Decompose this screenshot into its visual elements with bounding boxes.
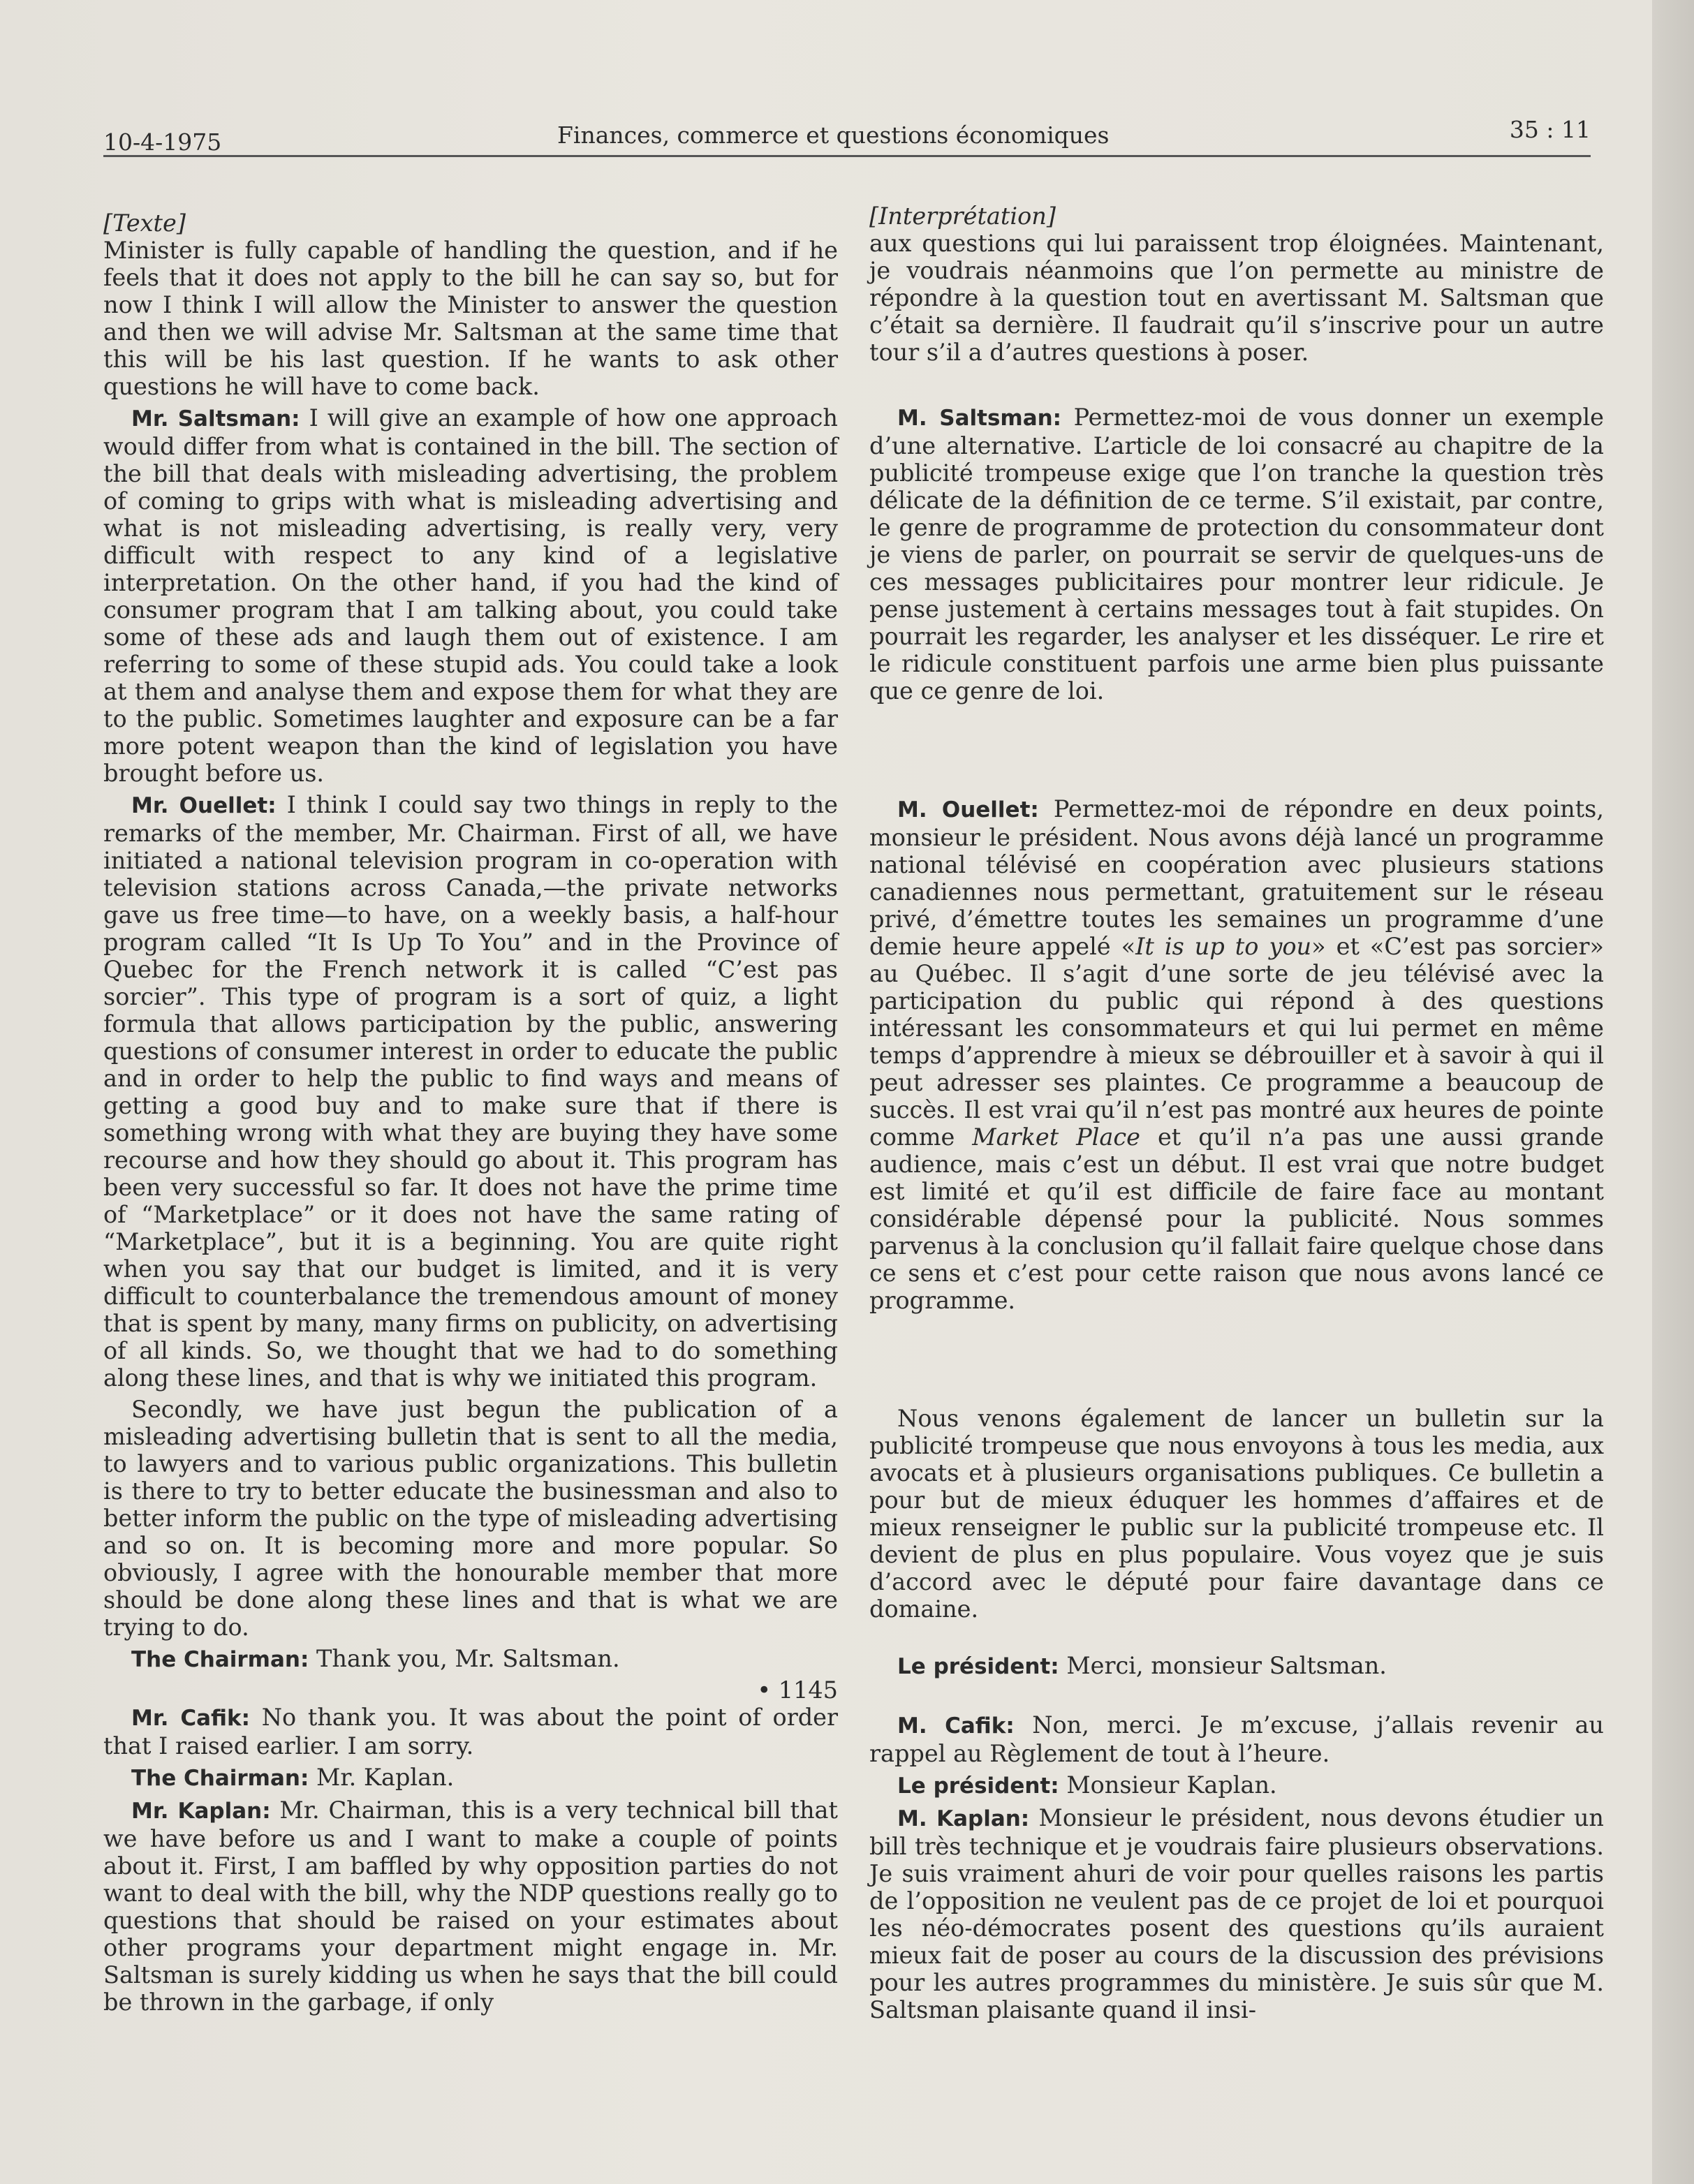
speech-text: I think I could say two things in reply to the remarks of the member, Mr. Chairman. First of all, we have initiated a national television program in co-operation with television stations across Canada,—the private networks gave us free time—to have, on a weekly basis, a half-hour program called “It Is Up To You” and in the Province of Quebec for the French network it is called “C’est pas sorcier”. This type of program is a sort of quiz, a light formula that allows participation by the public, answering questions of consumer interest in order to educate the public and in order to help the public to find ways and means of getting a good buy and to make sure that if there is something wrong with what they are buying they have some recourse and how they should go about it. This program has been very successful so far. It does not have the prime time of “Marketplace” or it does not have the same rating of “Marketplace”, but it is a beginning. You are quite right when you say that our budget is limited, and it is very difficult to counterbalance the tremendous amount of money that is spent by many, many firms on publicity, on advertising of all kinds. So, we thought that we had to do something along these lines, and that is why we initiated this program. bbox=[103, 791, 839, 1392]
interpretation-tag: [Interprétation] bbox=[869, 202, 1056, 230]
speech-text: Monsieur le président, nous devons étudier un bill très technique et je voudrais faire plusieurs observations. Je suis vraiment ahuri de voir pour quelles raisons les partis de l’opposition ne veulent pas de ce projet de loi et pourquoi les néo-démocrates posent des questions qu’ils auraient mieux fait de poser au cours de la discussion des prévisions pour les autres programmes du ministère. Je suis sûr que M. Saltsman plaisante quand il insi- bbox=[869, 1804, 1604, 2023]
speech-kaplan bbox=[869, 1804, 1604, 2023]
speech-saltsman bbox=[869, 404, 1604, 704]
speech-cafik bbox=[103, 1704, 838, 1759]
speaker-name: M. Ouellet: bbox=[897, 797, 1039, 822]
speech-text: Non, merci. Je m’excuse, j’allais revenir au rappel au Règlement de tout à l’heure. bbox=[869, 1711, 1604, 1767]
french-column bbox=[869, 202, 1604, 2023]
speech-ouellet bbox=[103, 791, 838, 1392]
english-column bbox=[103, 209, 838, 2016]
header-page-number: 35 : 11 bbox=[1509, 116, 1591, 143]
speech-text: Merci, monsieur Saltsman. bbox=[1066, 1652, 1387, 1679]
speaker-name: Mr. Saltsman: bbox=[131, 406, 300, 431]
header-title: Finances, commerce et questions économiques bbox=[557, 121, 1110, 149]
speech-cafik bbox=[869, 1711, 1604, 1767]
header-date: 10-4-1975 bbox=[103, 128, 222, 156]
speech-president bbox=[869, 1771, 1604, 1800]
speaker-name: Mr. Cafik: bbox=[131, 1706, 250, 1731]
speaker-name: The Chairman: bbox=[131, 1647, 309, 1672]
paragraph: Nous venons également de lancer un bulletin sur la publicité trompeuse que nous envoyons à tous les media, aux avocats et à plusieurs organisations publiques. Ce bulletin a pour but de mieux éduquer les hommes d’affaires et de mieux renseigner le public sur la publicité trompeuse etc. Il devient de plus en plus populaire. Vous voyez que je suis d’accord avec le député pour faire davantage dans ce domaine. bbox=[869, 1405, 1604, 1623]
speech-text: No thank you. It was about the point of order that I raised earlier. I am sorry. bbox=[103, 1704, 839, 1759]
speech-text: Mr. Kaplan. bbox=[316, 1764, 455, 1791]
speech-kaplan bbox=[103, 1796, 838, 2016]
running-header bbox=[103, 116, 1591, 157]
program-title: Market Place bbox=[972, 1123, 1140, 1151]
speech-text: Monsieur Kaplan. bbox=[1066, 1771, 1277, 1799]
speaker-name: Mr. Ouellet: bbox=[131, 793, 277, 818]
speech-text: Thank you, Mr. Saltsman. bbox=[316, 1645, 620, 1672]
speech-text: Permettez-moi de répondre en deux points, monsieur le président. Nous avons déjà lancé un programme national télévisé en coopération avec plusieurs stations canadiennes nous permettant, gratuitement sur le réseau privé, d’émettre toutes les semaines un programme d’une demie heure appelé « bbox=[869, 795, 1604, 960]
speaker-name: M. Cafik: bbox=[897, 1713, 1015, 1739]
time-marker: • 1145 bbox=[757, 1676, 838, 1704]
page-edge bbox=[1652, 0, 1694, 2184]
speaker-name: Le président: bbox=[897, 1773, 1059, 1799]
program-title: It is up to you bbox=[1135, 933, 1312, 960]
speaker-name: The Chairman: bbox=[131, 1766, 309, 1791]
text-tag: [Texte] bbox=[103, 209, 186, 237]
speech-text: I will give an example of how one approach would differ from what is contained in the bill. The section of the bill that deals with misleading advertising, the problem of coming to grips with what is misleading advertising and what is not misleading advertising, is really very, very difficult with respect to any kind of a legislative interpretation. On the other hand, if you had the kind of consumer program that I am talking about, you could take some of these ads and laugh them out of existence. I am referring to some of these stupid ads. You could take a look at them and analyse them and expose them for what they are to the public. Sometimes laughter and exposure can be a far more potent weapon than the kind of legislation you have brought before us. bbox=[103, 404, 839, 787]
speaker-name: Mr. Kaplan: bbox=[131, 1799, 271, 1824]
speaker-name: M. Kaplan: bbox=[897, 1806, 1030, 1831]
paragraph: aux questions qui lui paraissent trop éloignées. Maintenant, je voudrais néanmoins que l’on permette au ministre de répondre à la question tout en avertissant M. Saltsman que c’était sa dernière. Il faudrait qu’il s’inscrive pour un autre tour s’il a d’autres questions à poser. bbox=[869, 230, 1604, 366]
speaker-name: Le président: bbox=[897, 1654, 1059, 1679]
speech-president bbox=[869, 1652, 1604, 1681]
speaker-name: M. Saltsman: bbox=[897, 406, 1062, 431]
speech-saltsman bbox=[103, 404, 838, 787]
speech-text: Permettez-moi de vous donner un exemple d’une alternative. L’article de loi consacré au chapitre de la publicité trompeuse exige que l’on tranche la question très délicate de la définition de ce terme. S’il existait, par contre, le genre de programme de protection du consommateur dont je viens de parler, on pourrait se servir de quelques-uns de ces messages publicitaires pour montrer leur ridicule. Je pense justement à certains messages tout à fait stupides. On pourrait les regarder, les analyser et les disséquer. Le rire et le ridicule constituent parfois une arme bien plus puissante que ce genre de loi. bbox=[869, 404, 1604, 704]
speech-text: et qu’il n’a pas une aussi grande audience, mais c’est un début. Il est vrai que notre budget est limité et qu’il est difficile de faire face au montant considérable dépensé pour la publicité. Nous sommes parvenus à la conclusion qu’il fallait faire quelque chose dans ce sens et c’est pour cette raison que nous avons lancé ce programme. bbox=[869, 1123, 1604, 1314]
speech-ouellet bbox=[869, 795, 1604, 1314]
speech-text: » et «C’est pas sorcier» au Québec. Il s’agit d’une sorte de jeu télévisé avec la participation du public qui répond à des questions intéressant les consommateurs et qui lui permet en même temps d’apprendre à mieux se débrouiller et à savoir à qui il peut adresser ses plaintes. Ce programme a beaucoup de succès. Il est vrai qu’il n’est pas montré aux heures de pointe comme bbox=[869, 933, 1604, 1151]
speech-chairman bbox=[103, 1645, 838, 1674]
speech-text: Mr. Chairman, this is a very technical bill that we have before us and I want to make a couple of points about it. First, I am baffled by why opposition parties do not want to deal with the bill, why the NDP questions really go to questions that should be raised on your estimates about other programs your department might engage in. Mr. Saltsman is surely kidding us when he says that the bill could be thrown in the garbage, if only bbox=[103, 1796, 838, 2016]
paragraph: Minister is fully capable of handling the question, and if he feels that it does not apply to the bill he can say so, but for now I think I will allow the Minister to answer the question and then we will advise Mr. Saltsman at the same time that this will be his last question. If he wants to ask other questions he will have to come back. bbox=[103, 237, 838, 400]
speech-chairman bbox=[103, 1764, 838, 1792]
paragraph: Secondly, we have just begun the publication of a misleading advertising bulletin that is sent to all the media, to lawyers and to various public organizations. This bulletin is there to try to better educate the businessman and also to better inform the public on the type of misleading advertising and so on. It is becoming more and more popular. So obviously, I agree with the honourable member that more should be done along these lines and that is what we are trying to do. bbox=[103, 1396, 838, 1641]
